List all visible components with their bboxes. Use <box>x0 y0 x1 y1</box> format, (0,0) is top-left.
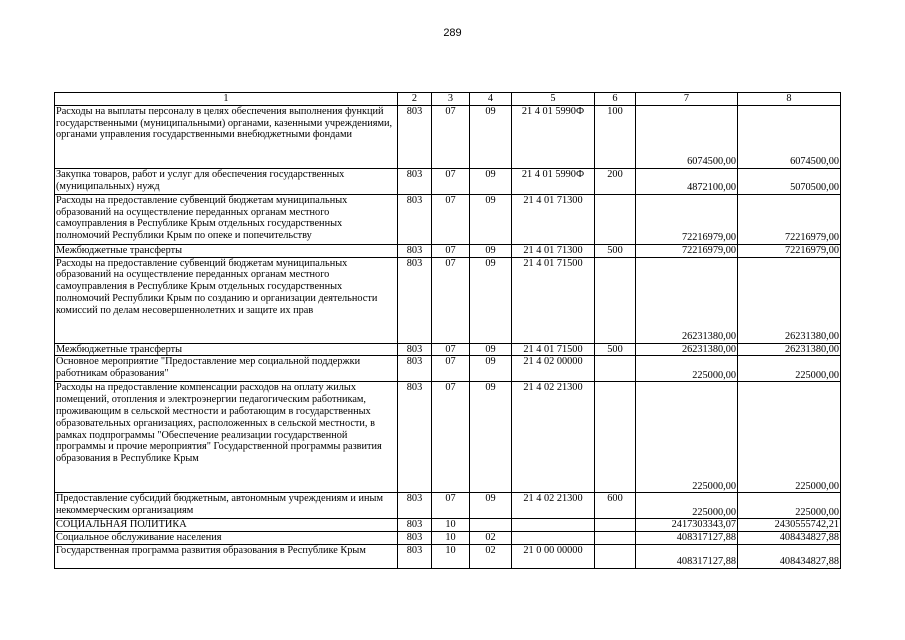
grbs-cell: 803 <box>398 519 432 532</box>
section-cell: 10 <box>432 544 470 568</box>
target-article-cell: 21 4 01 71300 <box>512 194 595 244</box>
section-cell: 07 <box>432 343 470 356</box>
section-cell: 07 <box>432 257 470 343</box>
amount-year1-cell: 4872100,00 <box>636 168 738 194</box>
target-article-cell: 21 4 01 71500 <box>512 257 595 343</box>
section-cell: 07 <box>432 356 470 382</box>
target-article-cell: 21 4 01 71300 <box>512 244 595 257</box>
expense-type-cell <box>595 194 636 244</box>
amount-year2-cell: 225000,00 <box>738 382 841 493</box>
expense-type-cell: 200 <box>595 168 636 194</box>
amount-year1-cell: 225000,00 <box>636 356 738 382</box>
expense-type-cell <box>595 519 636 532</box>
amount-year2-cell: 408434827,88 <box>738 544 841 568</box>
row-name-cell: СОЦИАЛЬНАЯ ПОЛИТИКА <box>55 519 398 532</box>
amount-year1-cell: 26231380,00 <box>636 257 738 343</box>
amount-year2-cell: 2430555742,21 <box>738 519 841 532</box>
expense-type-cell: 500 <box>595 343 636 356</box>
target-article-cell: 21 4 02 00000 <box>512 356 595 382</box>
row-name-cell: Государственная программа развития образования в Республике Крым <box>55 544 398 568</box>
expense-type-cell <box>595 382 636 493</box>
target-article-cell: 21 4 01 5990Ф <box>512 105 595 168</box>
section-cell: 07 <box>432 194 470 244</box>
grbs-cell: 803 <box>398 532 432 545</box>
row-name-cell: Закупка товаров, работ и услуг для обеспечения государственных (муниципальных) нужд <box>55 168 398 194</box>
subsection-cell: 09 <box>470 257 512 343</box>
section-cell: 07 <box>432 244 470 257</box>
amount-year1-cell: 2417303343,07 <box>636 519 738 532</box>
amount-year2-cell: 72216979,00 <box>738 194 841 244</box>
grbs-cell: 803 <box>398 493 432 519</box>
row-name-cell: Расходы на предоставление компенсации расходов на оплату жилых помещений, отопления и электроэнергии педагогическим работникам, проживающим в сельской местности и работающим в государственных образовательных организациях, расположенных в сельской местности, в рамках подпрограммы "Обеспечение реализации государственной программы и прочие мероприятия" Государственной программы развития образования в Республике Крым <box>55 382 398 493</box>
subsection-cell: 02 <box>470 532 512 545</box>
subsection-cell: 09 <box>470 382 512 493</box>
amount-year1-cell: 225000,00 <box>636 382 738 493</box>
amount-year2-cell: 408434827,88 <box>738 532 841 545</box>
expense-type-cell <box>595 356 636 382</box>
amount-year1-cell: 72216979,00 <box>636 244 738 257</box>
section-cell: 07 <box>432 105 470 168</box>
grbs-cell: 803 <box>398 168 432 194</box>
subsection-cell: 09 <box>470 168 512 194</box>
subsection-cell: 09 <box>470 493 512 519</box>
subsection-cell: 09 <box>470 194 512 244</box>
amount-year1-cell: 408317127,88 <box>636 544 738 568</box>
header-cell: 4 <box>470 93 512 106</box>
section-cell: 07 <box>432 493 470 519</box>
amount-year2-cell: 5070500,00 <box>738 168 841 194</box>
table-row <box>55 493 841 519</box>
amount-year1-cell: 6074500,00 <box>636 105 738 168</box>
amount-year1-cell: 225000,00 <box>636 493 738 519</box>
table-row <box>55 168 841 194</box>
target-article-cell: 21 0 00 00000 <box>512 544 595 568</box>
page-number: 289 <box>443 27 462 39</box>
target-article-cell: 21 4 01 5990Ф <box>512 168 595 194</box>
header-row <box>55 93 841 106</box>
header-cell: 3 <box>432 93 470 106</box>
header-cell: 1 <box>55 93 398 106</box>
amount-year1-cell: 408317127,88 <box>636 532 738 545</box>
row-name-cell: Предоставление субсидий бюджетным, автономным учреждениям и иным некоммерческим организациям <box>55 493 398 519</box>
expense-type-cell: 100 <box>595 105 636 168</box>
section-cell: 10 <box>432 532 470 545</box>
table-row <box>55 105 841 168</box>
row-name-cell: Социальное обслуживание населения <box>55 532 398 545</box>
grbs-cell: 803 <box>398 382 432 493</box>
amount-year1-cell: 26231380,00 <box>636 343 738 356</box>
section-cell: 07 <box>432 382 470 493</box>
amount-year2-cell: 26231380,00 <box>738 343 841 356</box>
table-row <box>55 519 841 532</box>
table-row <box>55 343 841 356</box>
expense-type-cell <box>595 532 636 545</box>
subsection-cell <box>470 519 512 532</box>
amount-year2-cell: 72216979,00 <box>738 244 841 257</box>
header-cell: 6 <box>595 93 636 106</box>
subsection-cell: 02 <box>470 544 512 568</box>
section-cell: 10 <box>432 519 470 532</box>
header-cell: 7 <box>636 93 738 106</box>
row-name-cell: Расходы на предоставление субвенций бюджетам муниципальных образований на осуществление переданных органам местного самоуправления в Республике Крым отдельных государственных полномочий Республики Крым по созданию и организации деятельности комиссий по делам несовершеннолетних и защите их прав <box>55 257 398 343</box>
subsection-cell: 09 <box>470 105 512 168</box>
row-name-cell: Основное мероприятие "Предоставление мер социальной поддержки работникам образования" <box>55 356 398 382</box>
amount-year1-cell: 72216979,00 <box>636 194 738 244</box>
amount-year2-cell: 225000,00 <box>738 493 841 519</box>
grbs-cell: 803 <box>398 105 432 168</box>
target-article-cell: 21 4 02 21300 <box>512 382 595 493</box>
subsection-cell: 09 <box>470 244 512 257</box>
table-row <box>55 244 841 257</box>
expense-type-cell: 500 <box>595 244 636 257</box>
grbs-cell: 803 <box>398 343 432 356</box>
row-name-cell: Межбюджетные трансферты <box>55 244 398 257</box>
header-cell: 2 <box>398 93 432 106</box>
target-article-cell <box>512 519 595 532</box>
section-cell: 07 <box>432 168 470 194</box>
expense-type-cell: 600 <box>595 493 636 519</box>
amount-year2-cell: 26231380,00 <box>738 257 841 343</box>
expense-type-cell <box>595 257 636 343</box>
target-article-cell: 21 4 01 71500 <box>512 343 595 356</box>
amount-year2-cell: 225000,00 <box>738 356 841 382</box>
grbs-cell: 803 <box>398 544 432 568</box>
expense-type-cell <box>595 544 636 568</box>
grbs-cell: 803 <box>398 244 432 257</box>
grbs-cell: 803 <box>398 356 432 382</box>
row-name-cell: Межбюджетные трансферты <box>55 343 398 356</box>
target-article-cell: 21 4 02 21300 <box>512 493 595 519</box>
budget-table <box>54 92 841 569</box>
table-row <box>55 194 841 244</box>
subsection-cell: 09 <box>470 356 512 382</box>
grbs-cell: 803 <box>398 194 432 244</box>
target-article-cell <box>512 532 595 545</box>
table-row <box>55 356 841 382</box>
amount-year2-cell: 6074500,00 <box>738 105 841 168</box>
grbs-cell: 803 <box>398 257 432 343</box>
table-row <box>55 257 841 343</box>
row-name-cell: Расходы на выплаты персоналу в целях обеспечения выполнения функций государственными (муниципальными) органами, казенными учреждениями, органами управления государственными внебюджетными фондами <box>55 105 398 168</box>
table-row <box>55 532 841 545</box>
row-name-cell: Расходы на предоставление субвенций бюджетам муниципальных образований на осуществление переданных органам местного самоуправления в Республике Крым отдельных государственных полномочий Республики Крым по опеке и попечительству <box>55 194 398 244</box>
header-cell: 8 <box>738 93 841 106</box>
table-row <box>55 544 841 568</box>
table-row <box>55 382 841 493</box>
subsection-cell: 09 <box>470 343 512 356</box>
header-cell: 5 <box>512 93 595 106</box>
